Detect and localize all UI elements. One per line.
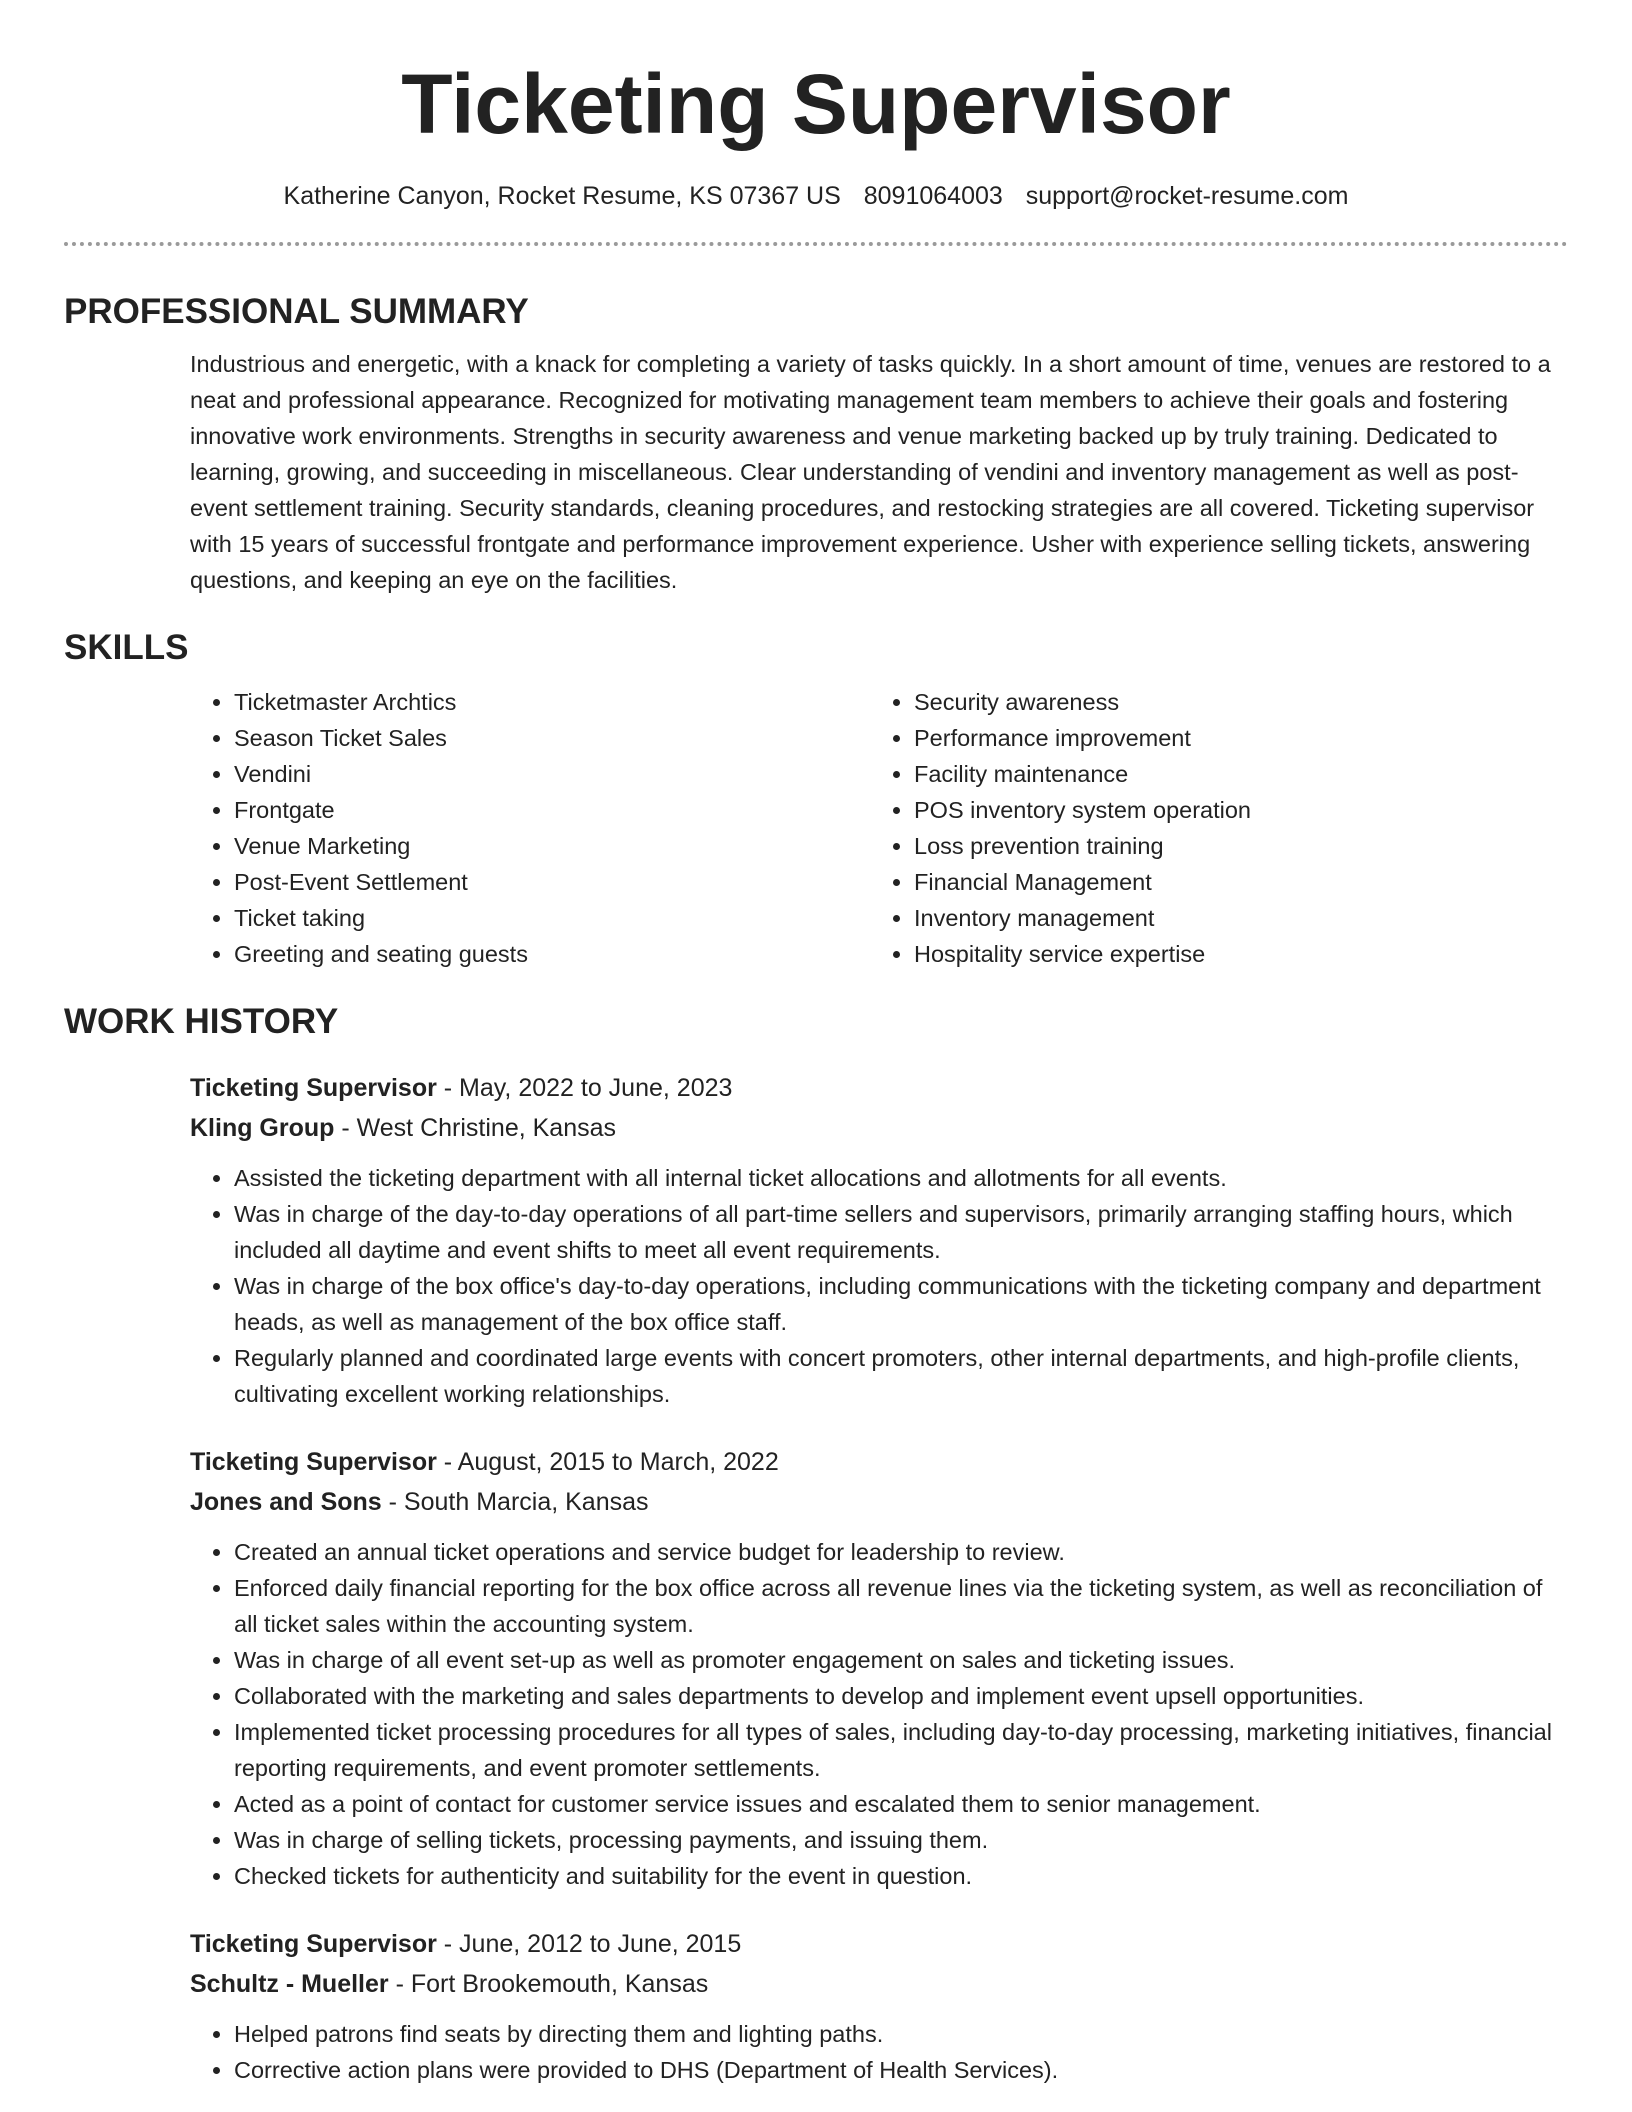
skill-item: • POS inventory system operation [914, 792, 1550, 828]
job-role: Ticketing Supervisor [190, 1448, 437, 1476]
job-company-line [190, 1482, 1556, 1522]
skills-left-column [190, 684, 870, 972]
job-role: Ticketing Supervisor [190, 1074, 437, 1102]
job-bullets [190, 1534, 1556, 1894]
job-bullet: • Was in charge of all event set-up as well as promoter engagement on sales and ticketing issues. [234, 1642, 1556, 1678]
skills-left-list [190, 684, 870, 972]
contact-phone: 8091064003 [863, 182, 1003, 210]
job-bullets [190, 2016, 1556, 2088]
skill-item: • Post-Event Settlement [234, 864, 870, 900]
skills-section [190, 684, 1556, 972]
job-bullet: • Was in charge of the day-to-day operations of all part-time sellers and supervisors, primarily arranging staffing hours, which included all daytime and event shifts to meet all event requirements. [234, 1196, 1556, 1268]
skill-item: • Inventory management [914, 900, 1550, 936]
contact-email: support@rocket-resume.com [1025, 182, 1349, 210]
job-location: - Fort Brookemouth, Kansas [388, 1970, 709, 1998]
skill-item: • Season Ticket Sales [234, 720, 870, 756]
skill-item: • Frontgate [234, 792, 870, 828]
job-bullet: • Created an annual ticket operations and service budget for leadership to review. [234, 1534, 1556, 1570]
job-company-line [190, 1108, 1556, 1148]
header-divider [64, 242, 1568, 246]
job-bullet: • Corrective action plans were provided to DHS (Department of Health Services). [234, 2052, 1556, 2088]
skill-item: • Facility maintenance [914, 756, 1550, 792]
skill-item: • Vendini [234, 756, 870, 792]
job-bullet: • Helped patrons find seats by directing them and lighting paths. [234, 2016, 1556, 2052]
job-entry [190, 1068, 1556, 1412]
job-bullet: • Implemented ticket processing procedures for all types of sales, including day-to-day processing, marketing initiatives, financial reporting requirements, and event promoter settlements. [234, 1714, 1556, 1786]
job-company-line [190, 1964, 1556, 2004]
job-company: Schultz - Mueller [190, 1970, 389, 1998]
skill-item: • Security awareness [914, 684, 1550, 720]
job-role: Ticketing Supervisor [190, 1930, 437, 1958]
job-bullet: • Collaborated with the marketing and sales departments to develop and implement event upsell opportunities. [234, 1678, 1556, 1714]
job-bullet: • Assisted the ticketing department with all internal ticket allocations and allotments for all events. [234, 1160, 1556, 1196]
skills-right-list [870, 684, 1550, 972]
skills-right-column [870, 684, 1550, 972]
summary-section [190, 346, 1556, 598]
job-entry [190, 1924, 1556, 2088]
skill-item: • Loss prevention training [914, 828, 1550, 864]
job-title-line [190, 1068, 1556, 1108]
job-dates: - June, 2012 to June, 2015 [436, 1930, 742, 1958]
skill-item: • Ticketmaster Archtics [234, 684, 870, 720]
job-location: - West Christine, Kansas [334, 1114, 617, 1142]
summary-heading: PROFESSIONAL SUMMARY [64, 292, 529, 331]
skills-heading: SKILLS [64, 628, 189, 667]
job-entry [190, 1442, 1556, 1894]
job-bullet: • Was in charge of the box office's day-to-day operations, including communications with the ticketing company and department heads, as well as management of the box office staff. [234, 1268, 1556, 1340]
skill-item: • Hospitality service expertise [914, 936, 1550, 972]
work-history-heading: WORK HISTORY [64, 1002, 339, 1041]
job-company: Jones and Sons [190, 1488, 382, 1516]
job-title-line [190, 1442, 1556, 1482]
job-dates: - August, 2015 to March, 2022 [436, 1448, 779, 1476]
skill-item: • Performance improvement [914, 720, 1550, 756]
job-bullet: • Checked tickets for authenticity and suitability for the event in question. [234, 1858, 1556, 1894]
resume-title: Ticketing Supervisor [401, 57, 1231, 151]
job-location: - South Marcia, Kansas [381, 1488, 649, 1516]
skill-item: • Venue Marketing [234, 828, 870, 864]
skill-item: • Greeting and seating guests [234, 936, 870, 972]
job-company: Kling Group [190, 1114, 335, 1142]
job-bullet: • Enforced daily financial reporting for the box office across all revenue lines via the ticketing system, as well as reconciliation of all ticket sales within the accounting system. [234, 1570, 1556, 1642]
job-title-line [190, 1924, 1556, 1964]
contact-line [64, 180, 1568, 212]
job-bullet: • Acted as a point of contact for customer service issues and escalated them to senior management. [234, 1786, 1556, 1822]
job-bullet: • Was in charge of selling tickets, processing payments, and issuing them. [234, 1822, 1556, 1858]
summary-text: Industrious and energetic, with a knack for completing a variety of tasks quickly. In a short amount of time, venues are restored to a neat and professional appearance. Recognized for motivating management team members to achieve their goals and fostering innovative work environments. Strengths in security awareness and venue marketing backed up by truly training. Dedicated to learning, growing, and succeeding in miscellaneous. Clear understanding of vendini and inventory management as well as post-event settlement training. Security standards, cleaning procedures, and restocking strategies are all covered. Ticketing supervisor with 15 years of successful frontgate and performance improvement experience. Usher with experience selling tickets, answering questions, and keeping an eye on the facilities. [190, 351, 1551, 593]
job-bullets [190, 1160, 1556, 1412]
job-bullet: • Regularly planned and coordinated large events with concert promoters, other internal departments, and high-profile clients, cultivating excellent working relationships. [234, 1340, 1556, 1412]
skill-item: • Financial Management [914, 864, 1550, 900]
skill-item: • Ticket taking [234, 900, 870, 936]
job-dates: - May, 2022 to June, 2023 [436, 1074, 733, 1102]
contact-address: Katherine Canyon, Rocket Resume, KS 07367 US [283, 182, 841, 210]
